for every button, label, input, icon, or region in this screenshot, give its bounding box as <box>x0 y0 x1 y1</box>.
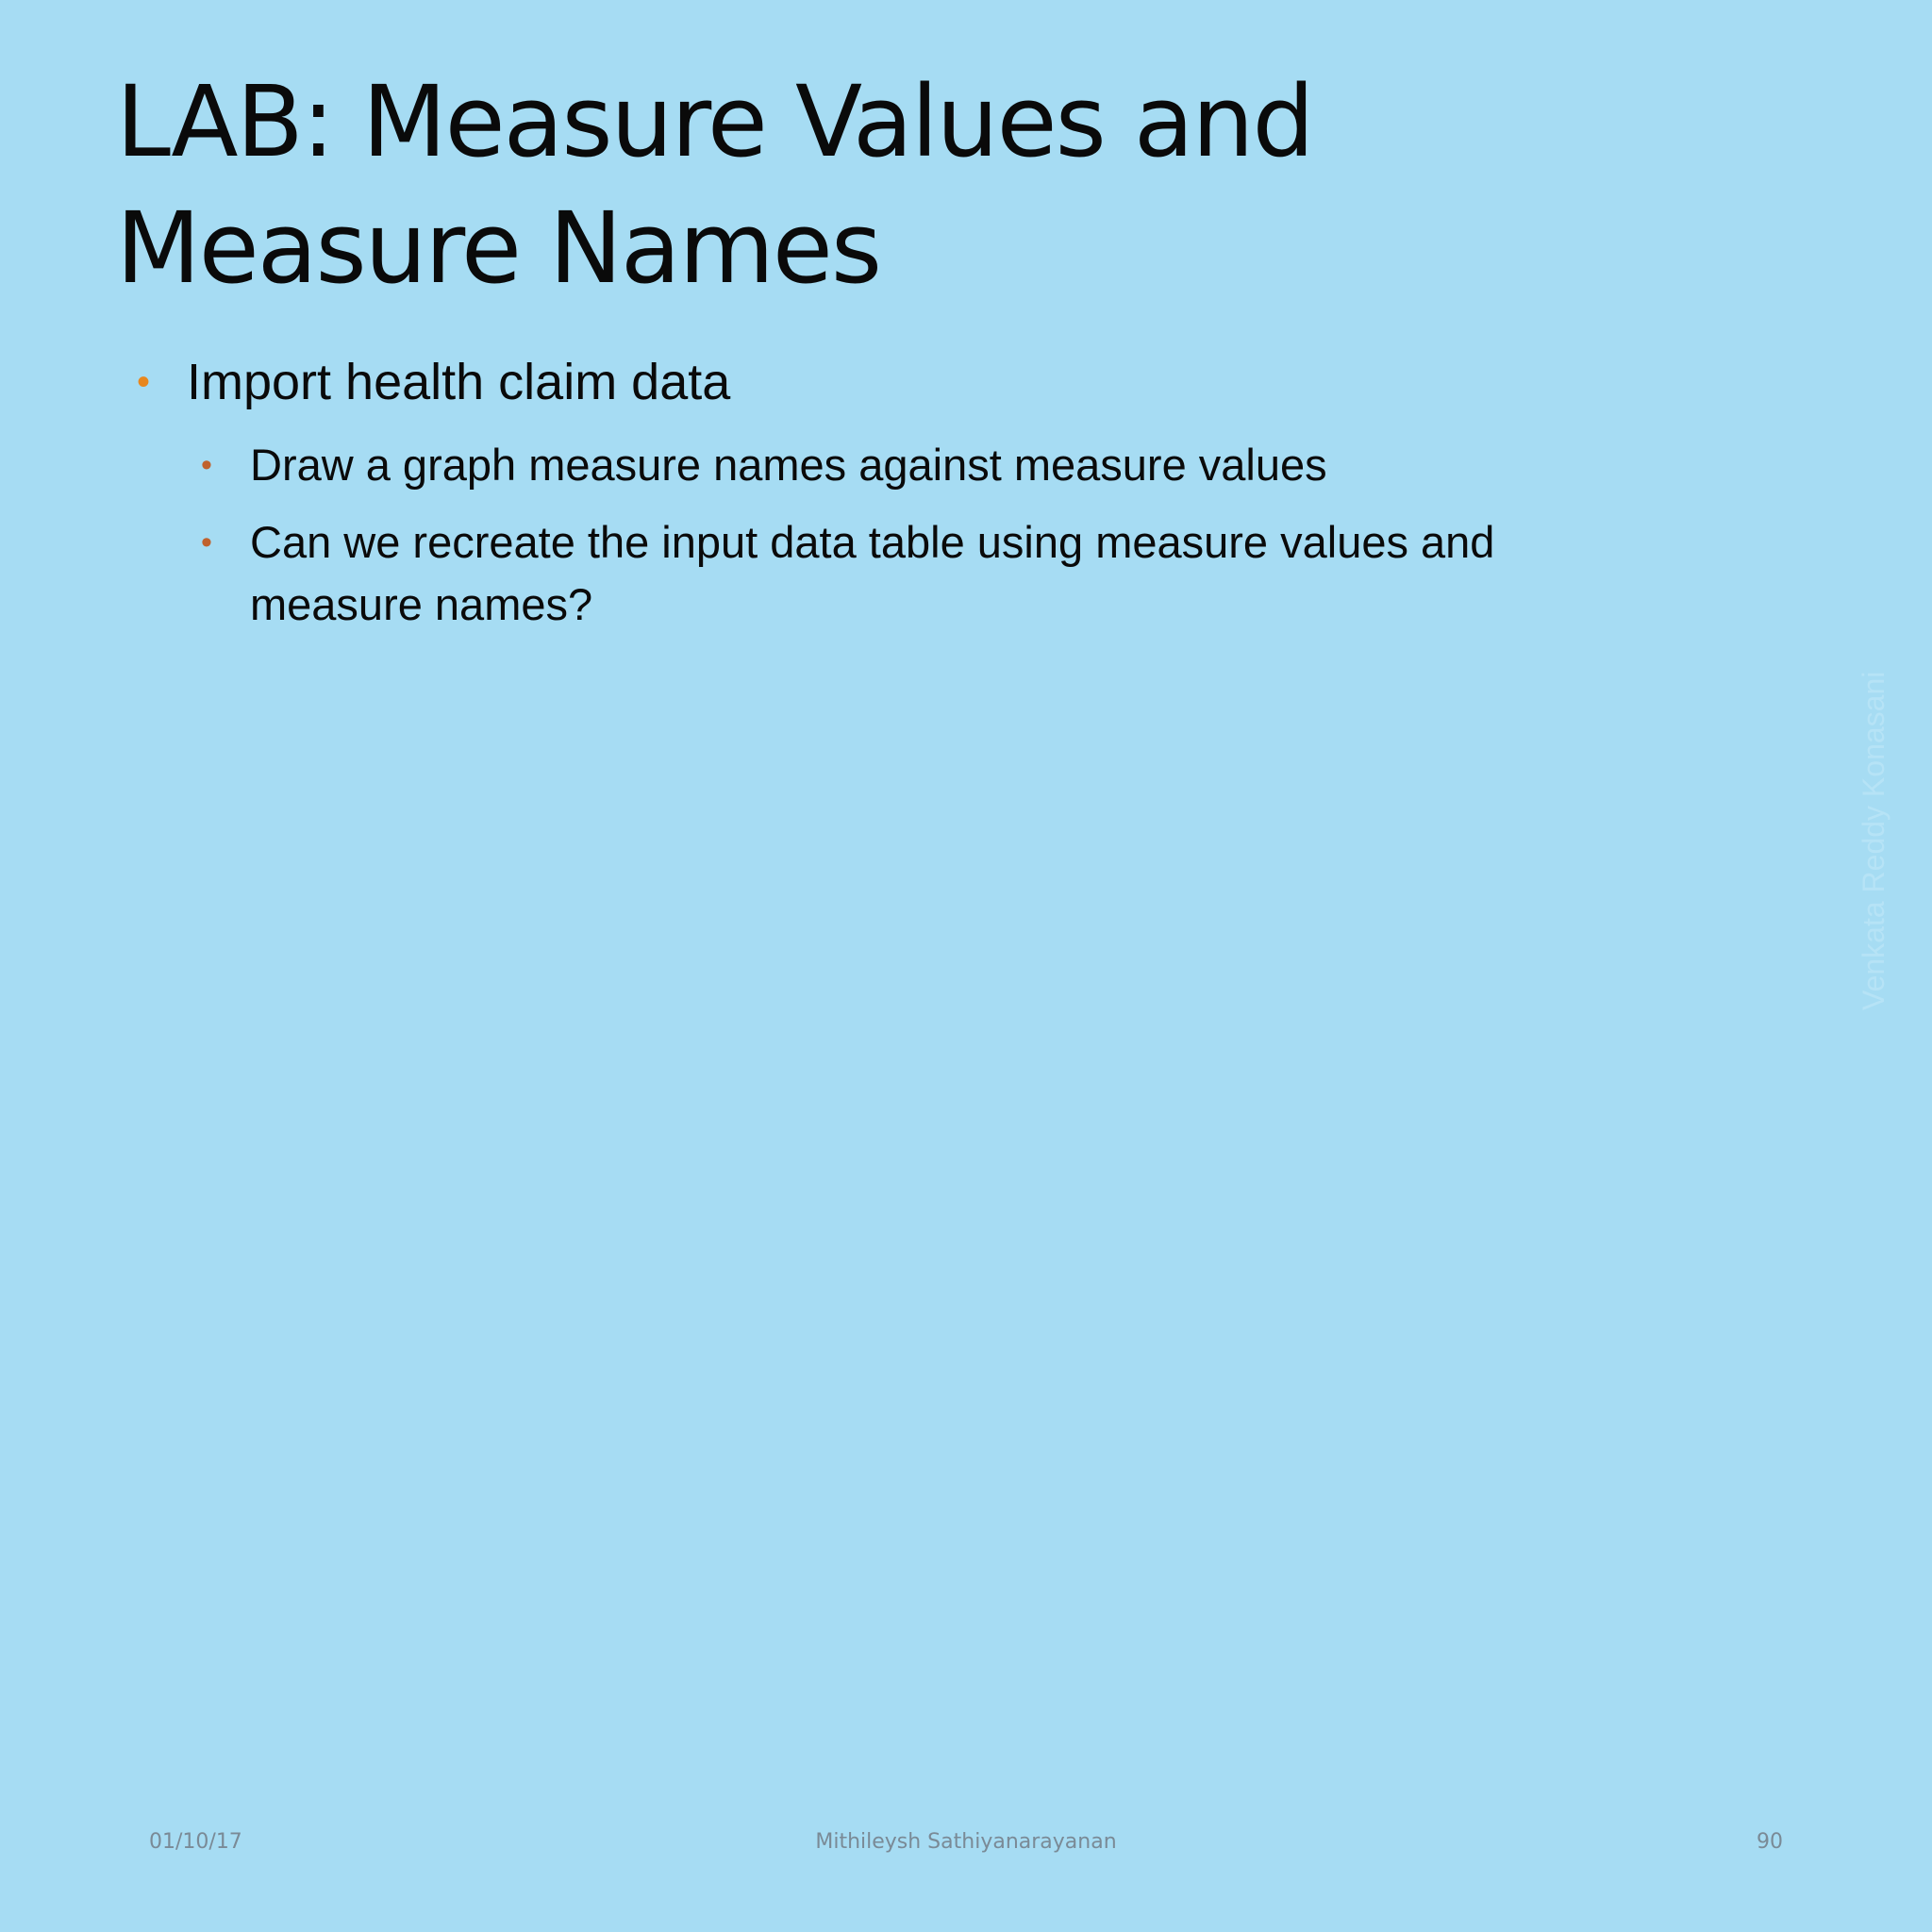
sub-bullet-text: Can we recreate the input data table using measure values and measure names? <box>250 517 1495 629</box>
bullet-marker-icon: • <box>137 361 151 403</box>
footer-date: 01/10/17 <box>149 1830 242 1854</box>
footer-author: Mithileysh Sathiyanarayanan <box>815 1830 1117 1854</box>
sub-bullet-marker-icon: • <box>201 525 212 560</box>
slide-title-line-1: LAB: Measure Values and <box>116 64 1313 179</box>
sub-bullet-marker-icon: • <box>201 447 212 483</box>
watermark: Venkata Reddy Konasani <box>1857 672 1890 1011</box>
footer-page-number: 90 <box>1757 1830 1783 1854</box>
bullet-text: Import health claim data <box>187 354 731 410</box>
sub-bullet-text: Draw a graph measure names against measure values <box>250 440 1327 490</box>
slide-title-line-2: Measure Names <box>116 191 881 306</box>
